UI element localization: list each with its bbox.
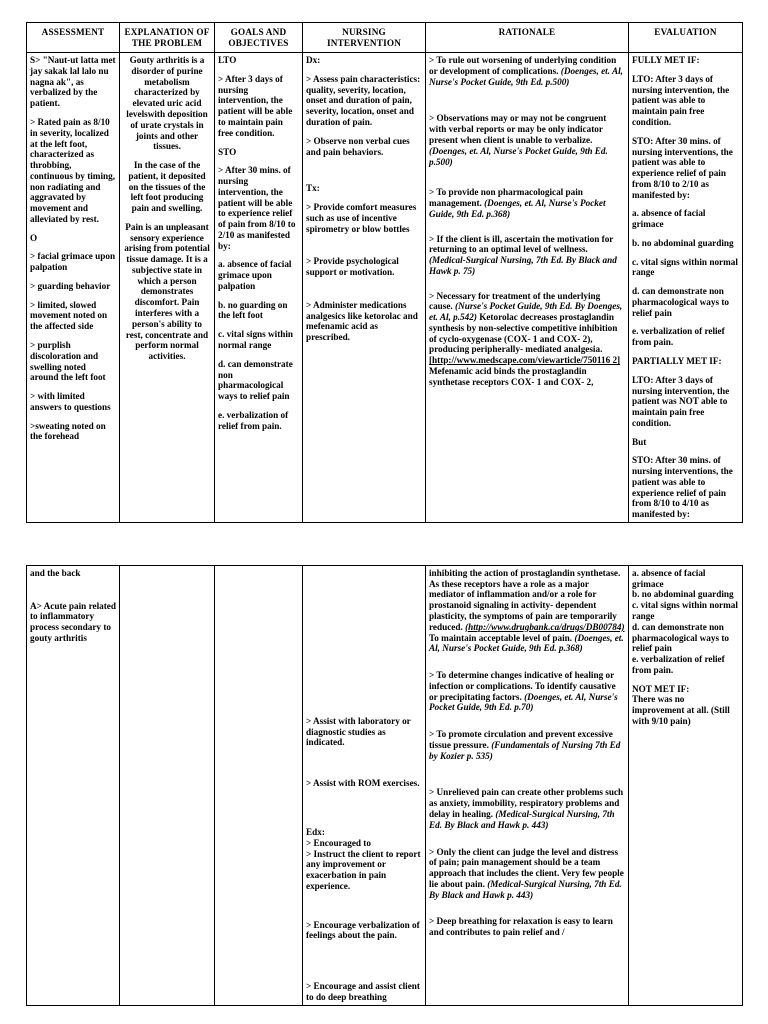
- nursing-diagnosis: A> Acute pain related to inflammatory process secondary to gouty arthritis: [30, 600, 116, 644]
- rationale-link[interactable]: [http://www.medscape.com/viewarticle/750116 2]: [429, 355, 621, 366]
- rationale-text: > To provide non pharmacological pain management.: [429, 187, 583, 209]
- intervention-item: > Encourage verbalization of feelings about the pain.: [306, 919, 420, 941]
- assessment-line: > Rated pain as 8/10 in severity, localized at the left foot, characterized as throbbing, continuous by timing, non radiating and aggravated by movement and alleviated by rest.: [30, 116, 116, 224]
- goal-text: > After 3 days of nursing intervention, the patient will be able to maintain pain free condition.: [218, 73, 293, 138]
- rationale-item: [429, 291, 625, 388]
- rationale-text: > Necessary for treatment of the underlying cause.: [429, 290, 601, 312]
- rationale-item: [429, 787, 625, 830]
- table-row: [27, 565, 743, 1005]
- column-header-nursing-intervention: NURSING INTERVENTION: [303, 23, 426, 53]
- assessment-line: >sweating noted on the forehead: [30, 420, 106, 442]
- rationale-reference: (Doenges, et. Al, Nurse's Pocket Guide, 9th Ed. p.500): [429, 65, 623, 87]
- rationale-text: inhibiting the action of prostaglandin synthetase. As these receptors have a role as a major mediator of inflammation and/or a role for prostanoid signaling in activity- dependent plasticity, the symptoms of pain are temporarily reduced.: [429, 567, 621, 632]
- evaluation-text: c. vital signs within normal range: [632, 600, 738, 622]
- rationale-text: > If the client is ill, ascertain the motivation for returning to an optimal level of wellness.: [429, 233, 614, 255]
- explanation-paragraph: Pain is an unpleasant sensory experience arising from potential tissue damage. It is a subjective state in which a person demonstrates discomfort. Pain interferes with a person's ability to rest, concentrate and perform normal activities.: [124, 221, 210, 362]
- cell-nursing-intervention: [303, 53, 426, 523]
- intervention-label-edx: Edx:: [306, 827, 325, 838]
- rationale-text: > To rule out worsening of underlying condition or development of complications.: [429, 55, 617, 76]
- rationale-item: [429, 729, 625, 761]
- cell-goals-continued: [215, 565, 303, 1005]
- goal-text: a. absence of facial grimace upon palpation: [218, 259, 292, 291]
- rationale-reference: (Doenges, et. Al, Nurse's Pocket Guide, 9th Ed. p.500): [429, 145, 608, 167]
- rationale-item: [429, 847, 625, 901]
- column-header-assessment: ASSESSMENT: [27, 23, 120, 53]
- rationale-reference: (Medical-Surgical Nursing, 7th Ed. By Black and Hawk p. 443): [429, 878, 622, 900]
- assessment-line: S> "Naut-ut latta met jay sakak lal lalo nu nagna ak", as verbalized by the patient.: [30, 55, 116, 109]
- cell-evaluation: [629, 53, 743, 523]
- intervention-label-dx: Dx:: [306, 55, 321, 66]
- care-plan-table-part2: [26, 565, 743, 1006]
- table-header-row: [27, 23, 743, 53]
- rationale-text-continued: Ketorolac decreases prostaglandin synthesis by non-selective competitive inhibition of cyclo-oxygenase (COX- 1 and COX- 2), producing peripherally- mediated analgesia.: [429, 312, 618, 355]
- goal-text: e. verbalization of relief from pain.: [218, 409, 289, 431]
- rationale-item: [429, 916, 625, 938]
- rationale-text: > Observations may or may not be congruent with verbal reports or may be only indicator present when client is unable to verbalize.: [429, 113, 607, 145]
- intervention-item: > Assist with laboratory or diagnostic studies as indicated.: [306, 715, 411, 748]
- rationale-text-tail: Mefenamic acid binds the prostaglandin synthetase receptors COX- 1 and COX- 2,: [429, 366, 594, 387]
- cell-rationale: [426, 53, 629, 523]
- evaluation-text: But: [632, 436, 647, 447]
- goal-text: b. no guarding on the left foot: [218, 299, 288, 321]
- goal-label-lto: LTO: [218, 55, 237, 66]
- cell-assessment-continued: [27, 565, 120, 1005]
- evaluation-label: PARTIALLY MET IF:: [632, 356, 722, 366]
- rationale-reference: (Nurse's Pocket Guide, 9th Ed. By Doenges, et. Al, p.542): [429, 301, 623, 323]
- intervention-item: > Provide comfort measures such as use of incentive spirometry or blow bottles: [306, 202, 417, 234]
- cell-assessment: [27, 53, 120, 523]
- evaluation-label: NOT MET IF:: [632, 683, 690, 694]
- evaluation-text: b. no abdominal guarding: [632, 237, 734, 248]
- goal-label-sto: STO: [218, 146, 237, 157]
- rationale-reference: (Doenges, et. Al, Nurse's Pocket Guide, 9th Ed. p.70): [429, 691, 618, 713]
- rationale-reference: (Doenges, et. Al, Nurse's Pocket Guide, 9th Ed. p.368): [429, 632, 624, 654]
- assessment-line: and the back: [30, 567, 81, 578]
- intervention-item: > Assess pain characteristics: quality, severity, location, onset and duration of pain, severity, location, onset and duration of pain.: [306, 73, 421, 127]
- intervention-item: > Observe non verbal cues and pain behaviors.: [306, 135, 410, 157]
- goal-text: c. vital signs within normal range: [218, 329, 294, 350]
- cell-goals: [215, 53, 303, 523]
- intervention-item: > Encourage and assist client to do deep breathing: [306, 981, 420, 1002]
- goal-text: d. can demonstrate non pharmacological ways to relief pain: [218, 358, 293, 402]
- intervention-item: > Encouraged to: [306, 837, 371, 848]
- evaluation-text: STO: After 30 mins. of nursing interventions, the patient was able to experience relief of pain from 8/10 to 4/10 as manifested by:: [632, 455, 733, 520]
- evaluation-text: LTO: After 3 days of nursing intervention, the patient was NOT able to maintain pain free condition.: [632, 374, 730, 428]
- rationale-link[interactable]: (http://www.drugbank.ca/drugs/DB00784): [465, 621, 625, 632]
- cell-explanation-continued: [120, 565, 215, 1005]
- assessment-line: > facial grimace upon palpation: [30, 251, 116, 273]
- evaluation-text: d. can demonstrate non pharmacological ways to relief pain: [632, 286, 729, 318]
- care-plan-table-part1: [26, 22, 743, 523]
- intervention-item: > Assist with ROM exercises.: [306, 778, 420, 789]
- column-header-goals: GOALS AND OBJECTIVES: [215, 23, 303, 53]
- intervention-label-tx: Tx:: [306, 183, 320, 194]
- evaluation-text: c. vital signs within normal range: [632, 256, 738, 278]
- goal-text: > After 30 mins. of nursing intervention, the patient will be able to experience relief of pain from 8/10 to 2/10 as manifested by:: [218, 165, 296, 251]
- rationale-text: > Deep breathing for relaxation is easy to learn and contributes to pain relief and /: [429, 916, 613, 938]
- rationale-text: > To promote circulation and prevent excessive tissue pressure.: [429, 729, 613, 750]
- column-header-explanation: EXPLANATION OF THE PROBLEM: [120, 23, 215, 53]
- assessment-line: O: [30, 232, 38, 243]
- table-row: [27, 53, 743, 523]
- evaluation-text: d. can demonstrate non pharmacological ways to relief pain: [632, 621, 729, 654]
- assessment-line: > purplish discoloration and swelling noted around the left foot: [30, 340, 106, 383]
- evaluation-text: b. no abdominal guarding: [632, 589, 734, 600]
- rationale-item: [429, 568, 625, 654]
- rationale-text: > Only the client can judge the level and distress of pain; pain management should be a team approach that includes the client. Very few people lie about pain.: [429, 846, 624, 889]
- rationale-item: [429, 55, 625, 87]
- intervention-item: > Administer medications analgesics like ketorolac and mefenamic acid as prescribed.: [306, 299, 418, 343]
- cell-nursing-intervention-continued: [303, 565, 426, 1005]
- cell-evaluation-continued: [629, 565, 743, 1005]
- rationale-reference: (Medical-Surgical Nursing, 7th Ed. By Black and Hawk p. 443): [429, 808, 615, 830]
- evaluation-text: There was no improvement at all. (Still with 9/10 pain): [632, 694, 730, 726]
- intervention-item: > Provide psychological support or motivation.: [306, 256, 399, 278]
- intervention-item: > Instruct the client to report any improvement or exacerbation in pain experience.: [306, 848, 421, 891]
- cell-explanation: [120, 53, 215, 523]
- column-header-rationale: RATIONALE: [426, 23, 629, 53]
- evaluation-label: FULLY MET IF:: [632, 55, 700, 66]
- explanation-paragraph: Gouty arthritis is a disorder of purine metabolism characterized by elevated uric acid levelswith deposition of urate crystals in joints and other tissues.: [126, 55, 208, 152]
- rationale-text-continued: To maintain acceptable level of pain.: [429, 632, 575, 643]
- rationale-item: [429, 234, 625, 277]
- evaluation-text: STO: After 30 mins. of nursing interventions, the patient was able to experience relief of pain from 8/10 to 2/10 as manifested by:: [632, 135, 733, 200]
- rationale-reference: (Fundamentals of Nursing 7th Ed by Kozier p. 535): [429, 739, 621, 761]
- evaluation-text: LTO: After 3 days of nursing intervention, the patient was able to maintain pain free condition.: [632, 73, 730, 127]
- rationale-item: [429, 113, 625, 167]
- cell-rationale-continued: [426, 565, 629, 1005]
- rationale-reference: (Medical-Surgical Nursing, 7th Ed. By Black and Hawk p. 75): [429, 255, 617, 276]
- rationale-text: > To determine changes indicative of healing or infection or complications. To identify causative or precipitating factors.: [429, 670, 616, 702]
- evaluation-text: e. verbalization of relief from pain.: [632, 654, 725, 675]
- assessment-line: > limited, slowed movement noted on the affected side: [30, 299, 108, 332]
- rationale-item: [429, 187, 625, 219]
- evaluation-text: a. absence of facial grimace: [632, 567, 706, 589]
- rationale-item: [429, 670, 625, 713]
- rationale-reference: (Doenges, et. Al, Nurse's Pocket Guide, 9th Ed. p.368): [429, 198, 606, 219]
- table-gap: [26, 523, 742, 565]
- explanation-paragraph: In the case of the patient, it deposited on the tissues of the left foot producing pain and swelling.: [128, 160, 206, 214]
- column-header-evaluation: EVALUATION: [629, 23, 743, 53]
- assessment-line: > guarding behavior: [30, 280, 111, 291]
- evaluation-text: a. absence of facial grimace: [632, 208, 706, 230]
- evaluation-text: e. verbalization of relief from pain.: [632, 326, 725, 348]
- assessment-line: > with limited answers to questions: [30, 391, 111, 412]
- rationale-text: > Unrelieved pain can create other problems such as anxiety, immobility, respiratory problems and delay in healing.: [429, 787, 624, 819]
